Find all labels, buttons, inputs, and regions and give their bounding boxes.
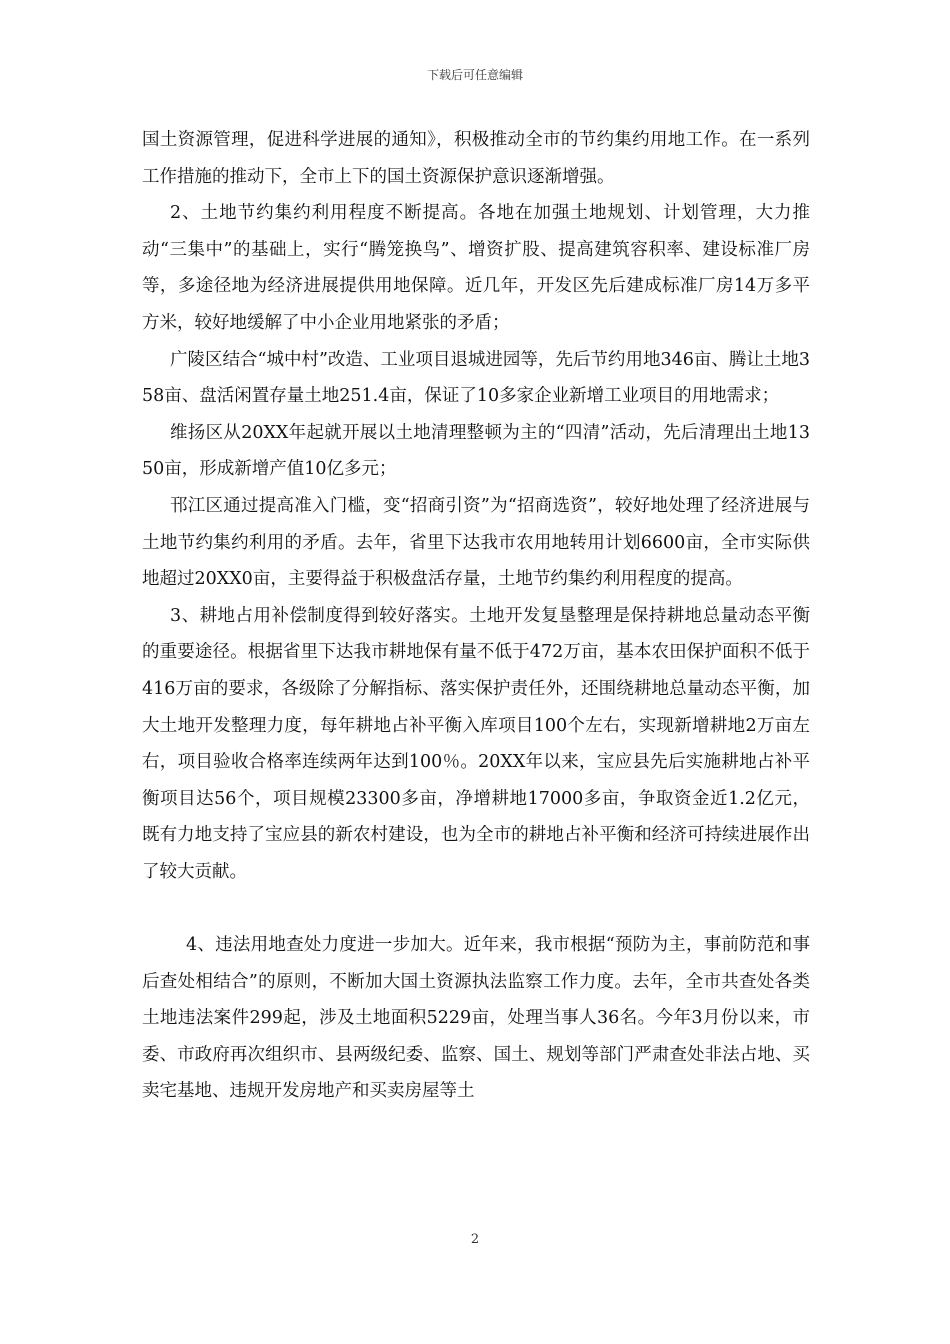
paragraph-farmland-compensation: 3、耕地占用补偿制度得到较好落实。土地开发复垦整理是保持耕地总量动态平衡的重要途径。根据省里下达我市耕地保有量不低于472万亩，基本农田保护面积不低于416万亩的要求，各级除了分解指标、落实保护责任外，还围绕耕地总量动态平衡，加大土地开发整理力度，每年耕地占补平衡入库项目100个左右，实现新增耕地2万亩左右，项目验收合格率连续两年达到100％。20XX年以来，宝应县先后实施耕地占补平衡项目达56个，项目规模23300多亩，净增耕地17000多亩，争取资金近1.2亿元，既有力地支持了宝应县的新农村建设，也为全市的耕地占补平衡和经济可持续进展作出了较大贡献。 xyxy=(142,605,810,882)
paragraph-illegal-land-use: 4、违法用地查处力度进一步加大。近年来，我市根据“预防为主，事前防范和事后查处相结合”的原则，不断加大国土资源执法监察工作力度。去年，全市共查处各类土地违法案件299起，涉及土地面积5229亩，处理当事人36名。今年3月份以来，市委、市政府再次组织市、县两级纪委、监察、国土、规划等部门严肃查处非法占地、买卖宅基地、违规开发房地产和买卖房屋等土 xyxy=(142,935,810,1102)
page-header: 下载后可任意编辑 xyxy=(426,68,523,82)
paragraph-continuation: 国土资源管理，促进科学进展的通知》，积极推动全市的节约集约用地工作。在一系列工作措施的推动下，全市上下的国土资源保护意识逐渐增强。 xyxy=(142,130,810,187)
paragraph-guangling-district: 广陵区结合“城中村”改造、工业项目退城进园等，先后节约用地346亩、腾让土地358亩、盘活闲置存量土地251.4亩，保证了10多家企业新增工业项目的用地需求； xyxy=(142,349,810,407)
paragraph-hanjiang-district: 邗江区通过提高准入门槛，变“招商引资”为“招商选资”，较好地处理了经济进展与土地节约集约利用的矛盾。去年，省里下达我市农用地转用计划6600亩，全市实际供地超过20XX0亩，主要得益于积极盘活存量，土地节约集约利用程度的提高。 xyxy=(142,495,810,590)
paragraph-land-intensive-use: 2、土地节约集约利用程度不断提高。各地在加强土地规划、计划管理，大力推动“三集中”的基础上，实行“腾笼换鸟”、增资扩股、提高建筑容积率、建设标准厂房等，多途径地为经济进展提供用地保障。近几年，开发区先后建成标准厂房14万多平方米，较好地缓解了中小企业用地紧张的矛盾； xyxy=(142,203,810,333)
page-number: 2 xyxy=(470,1232,480,1247)
document-body xyxy=(142,122,810,1110)
paragraph-weiyang-district: 维扬区从20XX年起就开展以土地清理整顿为主的“四清”活动，先后清理出土地1350亩，形成新增产值10亿多元； xyxy=(142,422,810,480)
paragraph-gap xyxy=(142,890,810,927)
